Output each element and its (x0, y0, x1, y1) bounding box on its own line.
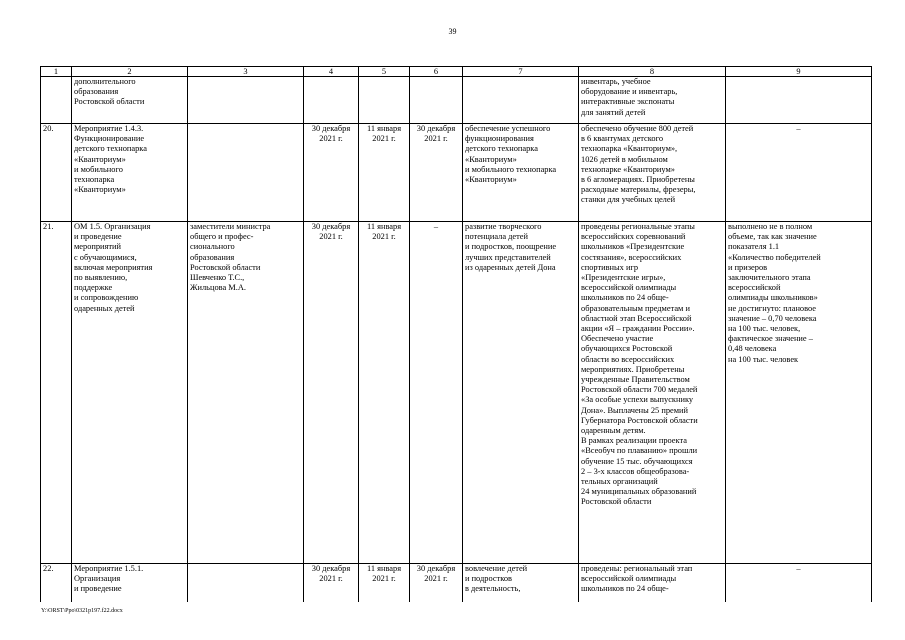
cell-end-date: – (410, 222, 463, 564)
header-col-5: 5 (359, 67, 410, 77)
cell-number: 20. (41, 124, 72, 222)
cell-number (41, 77, 72, 124)
cell-notes (726, 77, 872, 124)
cell-start-date: 11 января 2021 г. (359, 564, 410, 603)
table-row-21 (41, 222, 872, 564)
cell-activity: Мероприятие 1.4.3. Функционирование детского технопарка «Кванториум» и мобильного технопарка «Кванториум» (72, 124, 188, 222)
cell-actual-result: проведены региональные этапы всероссийских соревнований школьников «Президентские состязания», всероссийских спортивных игр «Президентские игры», всероссийской олимпиады школьников по 24 обще- образовательным предметам и областной этап Всероссийской акции «Я – гражданин России». Обеспечено участие обучающихся Ростовской области во всероссийских мероприятиях. Приобретены учрежденные Правительством Ростовской области 700 медалей «За особые успехи выпускнику Дона». Выплачены 25 премий Губернатора Ростовской области одаренным детям. В рамках реализации проекта «Всеобуч по плаванию» прошли обучение 15 тыс. обучающихся 2 – 3-х классов общеобразова- тельных организаций 24 муниципальных образований Ростовской области (579, 222, 726, 564)
header-col-9: 9 (726, 67, 872, 77)
cell-start-date: 11 января 2021 г. (359, 222, 410, 564)
cell-actual-result: проведены: региональный этап всероссийской олимпиады школьников по 24 обще- (579, 564, 726, 603)
cell-end-date: 30 декабря 2021 г. (410, 564, 463, 603)
cell-activity: ОМ 1.5. Организация и проведение мероприятий с обучающимися, включая мероприятия по выявлению, поддержке и сопровождению одаренных детей (72, 222, 188, 564)
cell-responsible (188, 564, 304, 603)
footer-file-path: Y:\ORST\Ppo\0321p197.f22.docx (41, 608, 123, 614)
cell-expected-result (463, 77, 579, 124)
cell-actual-result: инвентарь, учебное оборудование и инвентарь, интерактивные экспонаты для занятий детей (579, 77, 726, 124)
table-row-20 (41, 124, 872, 222)
cell-notes: – (726, 564, 872, 603)
cell-plan-date: 30 декабря 2021 г. (304, 222, 359, 564)
table-row-22 (41, 564, 872, 603)
cell-notes: выполнено не в полном объеме, так как значение показателя 1.1 «Количество победителей и призеров заключительного этапа всероссийской олимпиады школьников» не достигнуто: плановое значение – 0,70 человека на 100 тыс. человек, фактическое значение – 0,48 человека на 100 тыс. человек (726, 222, 872, 564)
page-number: 39 (448, 27, 457, 36)
cell-end-date: 30 декабря 2021 г. (410, 124, 463, 222)
header-col-6: 6 (410, 67, 463, 77)
cell-start-date (359, 77, 410, 124)
cell-plan-date (304, 77, 359, 124)
cell-activity: Мероприятие 1.5.1. Организация и проведение (72, 564, 188, 603)
header-col-1: 1 (41, 67, 72, 77)
cell-activity: дополнительного образования Ростовской области (72, 77, 188, 124)
cell-expected-result: обеспечение успешного функционирования детского технопарка «Кванториум» и мобильного технопарка «Кванториум» (463, 124, 579, 222)
cell-number: 22. (41, 564, 72, 603)
cell-responsible (188, 77, 304, 124)
table-row-continuation (41, 77, 872, 124)
header-col-7: 7 (463, 67, 579, 77)
cell-responsible: заместители министра общего и профес- сионального образования Ростовской области Шевченко Т.С., Жильцова М.А. (188, 222, 304, 564)
cell-expected-result: развитие творческого потенциала детей и подростков, поощрение лучших представителей из одаренных детей Дона (463, 222, 579, 564)
cell-notes: – (726, 124, 872, 222)
header-col-2: 2 (72, 67, 188, 77)
column-number-header (41, 67, 872, 77)
cell-start-date: 11 января 2021 г. (359, 124, 410, 222)
header-col-8: 8 (579, 67, 726, 77)
cell-number: 21. (41, 222, 72, 564)
cell-plan-date: 30 декабря 2021 г. (304, 564, 359, 603)
cell-plan-date: 30 декабря 2021 г. (304, 124, 359, 222)
header-col-3: 3 (188, 67, 304, 77)
cell-responsible (188, 124, 304, 222)
cell-expected-result: вовлечение детей и подростков в деятельность, (463, 564, 579, 603)
header-col-4: 4 (304, 67, 359, 77)
cell-end-date (410, 77, 463, 124)
cell-actual-result: обеспечено обучение 800 детей в 6 квантумах детского технопарка «Кванториум», 1026 детей в мобильном технопарке «Кванториум» в 6 агломерациях. Приобретены расходные материалы, фрезеры, станки для учебных целей (579, 124, 726, 222)
report-table (40, 66, 872, 602)
